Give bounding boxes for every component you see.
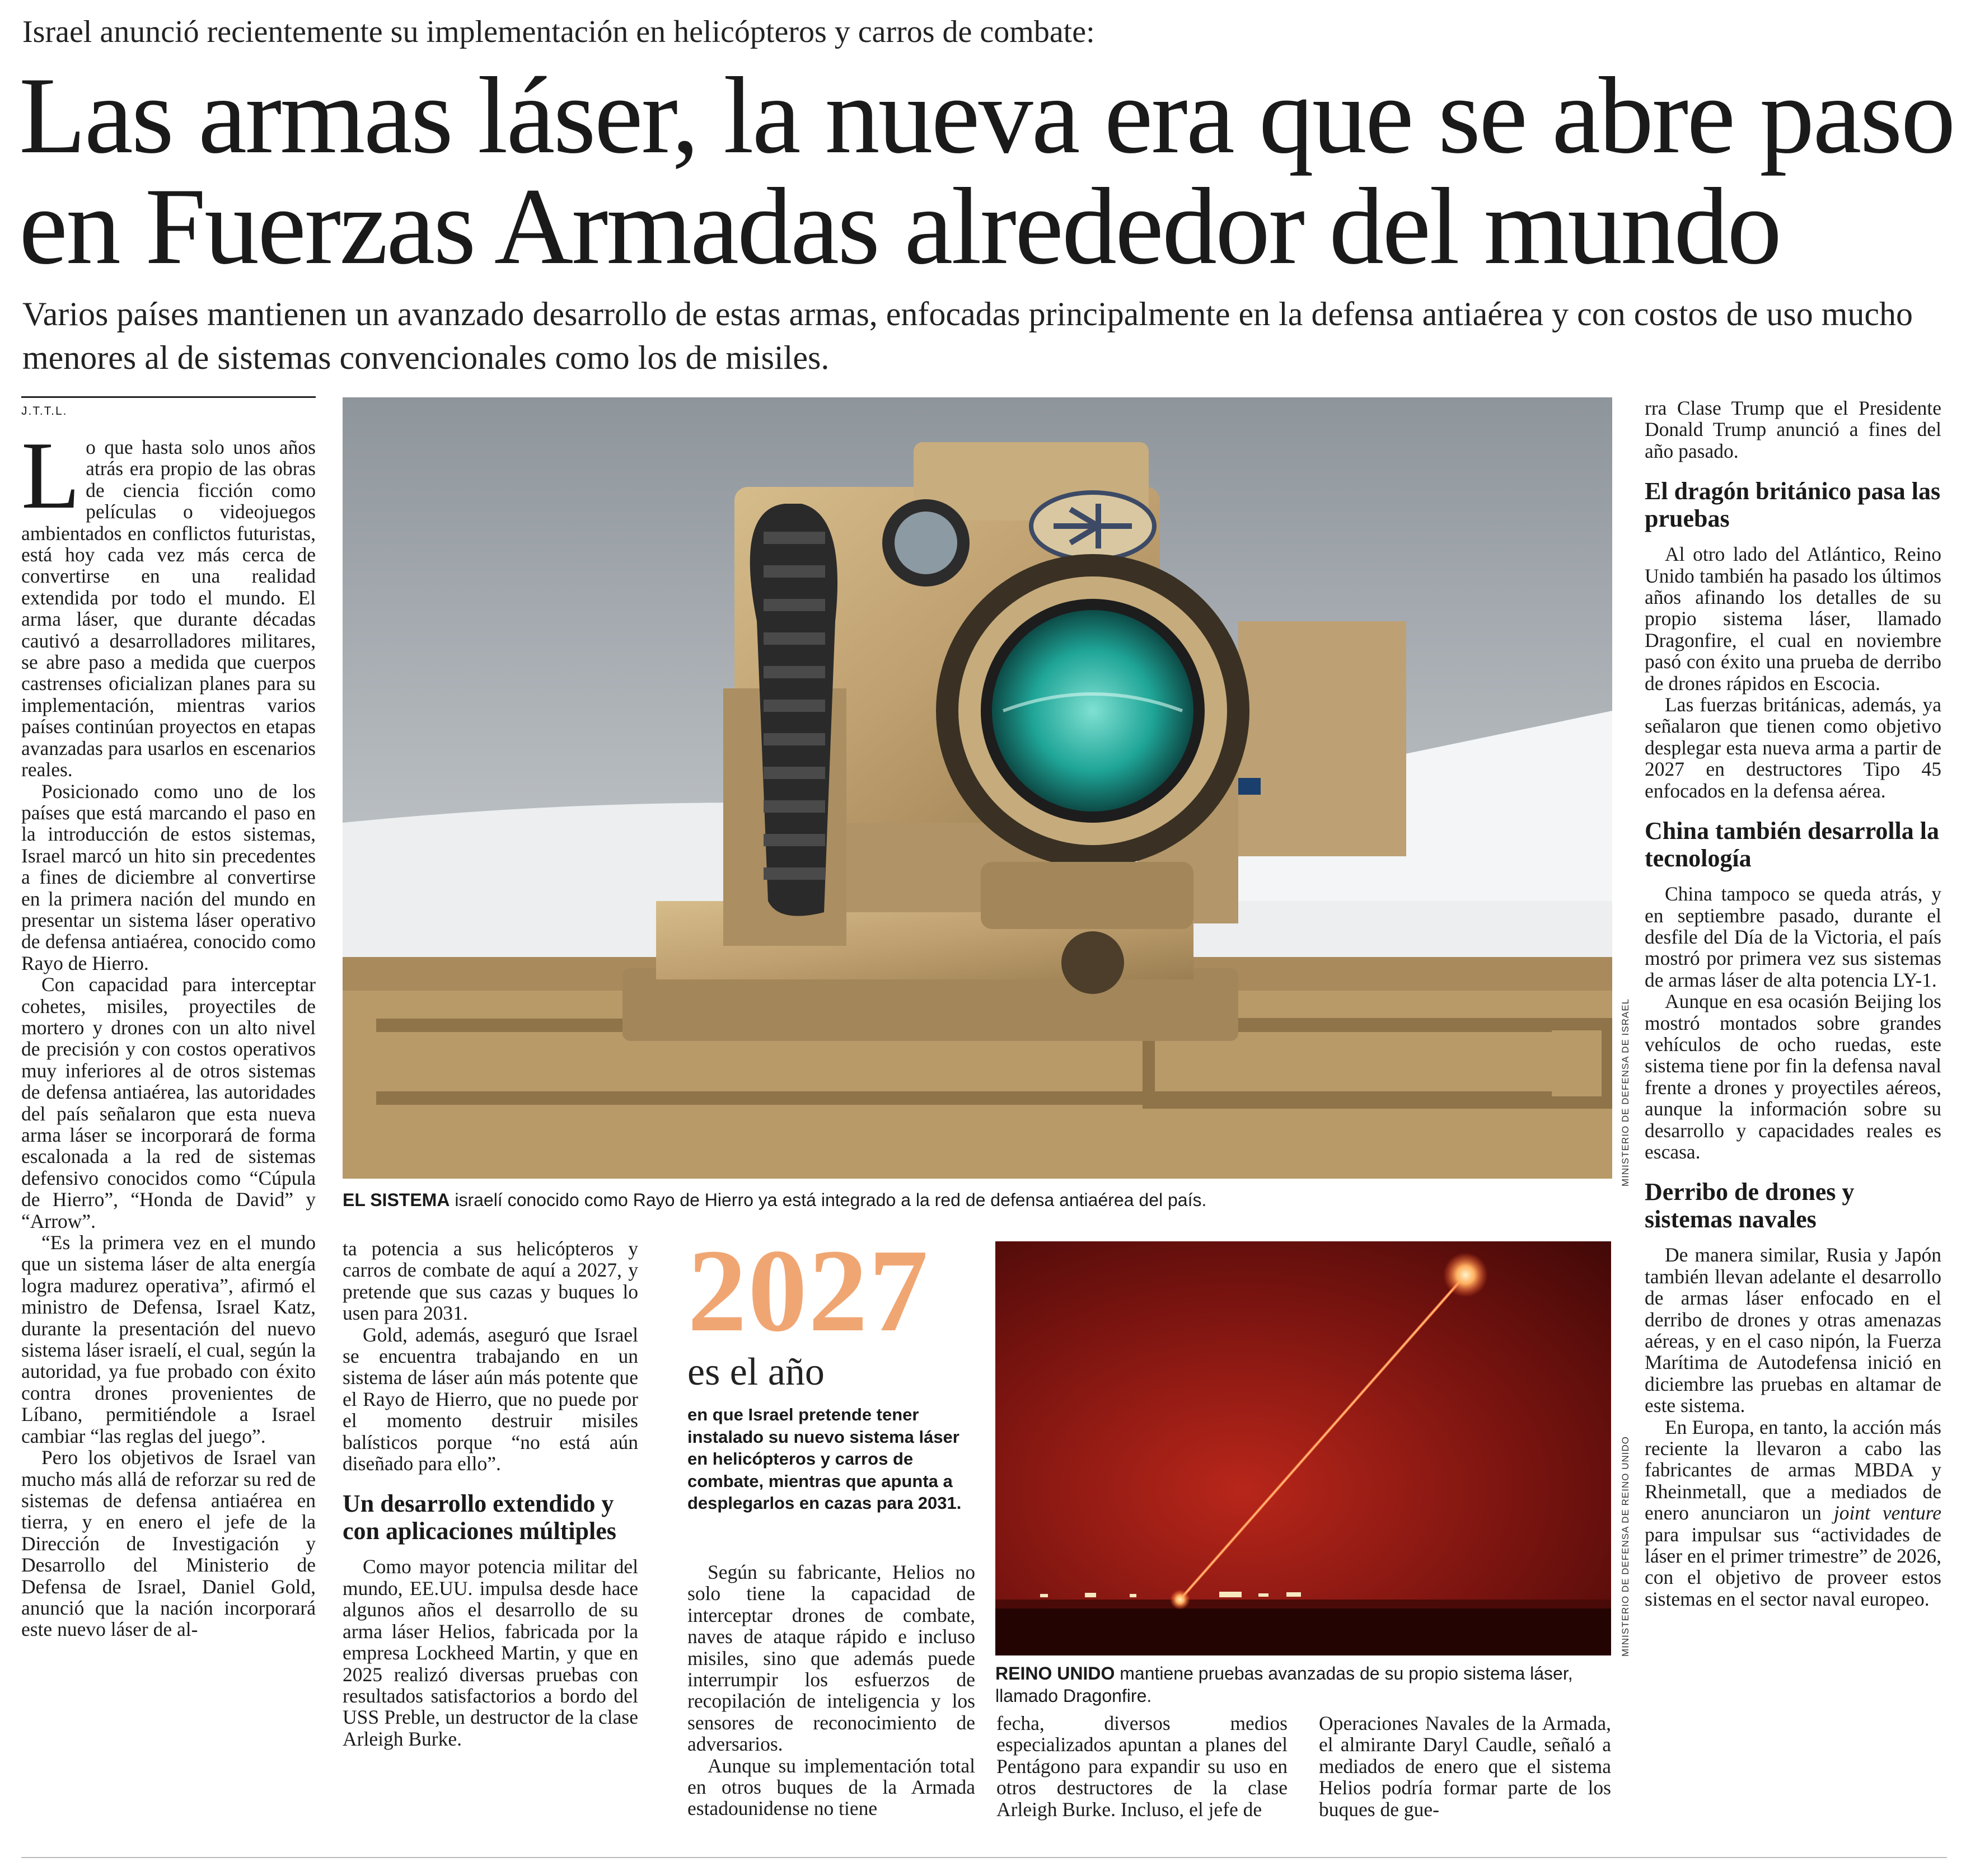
- caption-lead: REINO UNIDO: [995, 1663, 1115, 1683]
- factbox-text: en que Israel pretende tener instalado su nuevo sistema láser en helicópteros y carros de combate, mientras que apunta a desplegarlos en cazas para 2031.: [687, 1405, 962, 1513]
- photo-credit: MINISTERIO DE DEFENSA DE ISRAEL: [1620, 998, 1631, 1186]
- paragraph: Como mayor potencia militar del mundo, EE.UU. impulsa desde hace algunos años el desarrollo de su arma láser Helios, fabricada por la empresa Lockheed Martin, y que en 2025 realizó diversas pruebas con resultados satisfactorios a bordo del USS Preble, un destructor de la clase Arleigh Burke.: [343, 1555, 638, 1750]
- kicker: Israel anunció recientemente su implementación en helicópteros y carros de combate:: [22, 15, 1095, 49]
- column-1: [21, 437, 316, 1852]
- paragraph: “Es la primera vez en el mundo que un sistema láser de alta energía logra madurez operativa”, afirmó el ministro de Defensa, Israel Katz, durante la presentación del nuevo sistema láser israelí, el cual, según la autoridad, ya fue probado con éxito contra drones provenientes de Líbano, permitiéndole a Israel cambiar “las reglas del juego”.: [21, 1231, 316, 1447]
- paragraph: Operaciones Navales de la Armada, el almirante Daryl Caudle, señaló a mediados de enero que el sistema Helios podría formar parte de los buques de gue-: [1319, 1713, 1611, 1821]
- byline: J.T.T.L.: [21, 396, 316, 418]
- column-4: [996, 1713, 1288, 1852]
- dropcap: L: [21, 437, 81, 529]
- paragraph: Aunque en esa ocasión Beijing los mostró montados sobre grandes vehículos de ocho ruedas, este sistema tiene por fin la defensa naval frente a drones y proyectiles aéreos, aunque la información sobre su desarrollo y capacidades reales es escasa.: [1645, 990, 1941, 1163]
- paragraph: Al otro lado del Atlántico, Reino Unido también ha pasado los últimos años afinando los detalles de su propio sistema láser, llamado Dragonfire, el cual en noviembre pasó con éxito una prueba de derribo de drones rápidos en Escocia.: [1645, 543, 1941, 695]
- paragraph: China tampoco se queda atrás, y en septiembre pasado, durante el desfile del Día de la Victoria, el país mostró por primera vez sus sistemas de armas láser de alta potencia LY-1.: [1645, 883, 1941, 991]
- paragraph: ta potencia a sus helicópteros y carros de combate de aquí a 2027, y pretende que sus cazas y buques lo usen para 2031.: [343, 1238, 638, 1325]
- emphasis: joint venture: [1833, 1502, 1941, 1525]
- subhead: Derribo de drones y sistemas navales: [1645, 1178, 1855, 1234]
- bottom-rule: [21, 1857, 1947, 1858]
- paragraph: En Europa, en tanto, la acción más reciente la llevaron a cabo las fabricantes de armas MBDA y Rheinmetall, que a mediados de enero anunciaron un joint venture para impulsar sus “actividades de láser en el primer trimestre” de 2026, con el objetivo de proveer estos sistemas en el sector naval europeo.: [1645, 1415, 1941, 1610]
- subhead: El dragón británico pasa las pruebas: [1645, 477, 1941, 533]
- paragraph: Posicionado como uno de los países que está marcando el paso en la introducción de estos sistemas, Israel marcó un hito sin precedentes a fines de diciembre al convertirse en la primera nación del mundo en presentar un sistema láser operativo de defensa antiaérea, conocido como Rayo de Hierro.: [21, 780, 316, 974]
- paragraph: rra Clase Trump que el Presidente Donald Trump anunció a fines del año pasado.: [1645, 397, 1941, 462]
- factbox-subtitle: es el año: [687, 1350, 825, 1394]
- column-5: [1319, 1713, 1611, 1852]
- paragraph: Gold, además, aseguró que Israel se encuentra trabajando en un sistema de láser aún más potente que el Rayo de Hierro, que no puede por el momento destruir misiles balísticos porque “no está aún diseñado para ello”.: [343, 1323, 638, 1475]
- headline: Las armas láser, la nueva era que se abre paso en Fuerzas Armadas alrededor del mundo: [19, 55, 1954, 287]
- caption-text: israelí conocido como Rayo de Hierro ya está integrado a la red de defensa antiaérea del país.: [450, 1190, 1207, 1210]
- photo-iron-beam: [343, 397, 1612, 1179]
- paragraph: Aunque su implementación total en otros buques de la Armada estadounidense no tiene: [687, 1754, 975, 1820]
- paragraph: Según su fabricante, Helios no solo tiene la capacidad de interceptar drones de combate, naves de ataque rápido e incluso misiles, sino que además puede interrumpir los esfuerzos de recopilación de inteligencia y los sensores de reconocimiento de adversarios.: [687, 1561, 975, 1756]
- photo-credit: MINISTERIO DE DEFENSA DE REINO UNIDO: [1620, 1436, 1631, 1657]
- paragraph: De manera similar, Rusia y Japón también llevan adelante el desarrollo de armas láser enfocado en el derribo de drones y otras amenazas aéreas, y en el caso nipón, la Fuerza Marítima de Autodefensa inició en diciembre las pruebas en altamar de este sistema.: [1645, 1244, 1941, 1417]
- paragraph: Pero los objetivos de Israel van mucho más allá de reforzar su red de sistemas de defensa antiaérea en tierra, y en enero el jefe de la Dirección de Investigación y Desarrollo del Ministerio de Defensa de Israel, Daniel Gold, anunció que la nación incorporará este nuevo láser de al-: [21, 1446, 316, 1641]
- photo-dragonfire: [995, 1241, 1611, 1655]
- laser-turret-illustration: [343, 397, 1612, 1179]
- paragraph: Con capacidad para interceptar cohetes, misiles, proyectiles de mortero y drones con un alto nivel de precisión y con costos operativos muy inferiores al de otros sistemas de defensa antiaérea, las autoridades del país señalaron que esta nueva arma láser se incorporará de forma escalonada a la red de sistemas defensivo conocidos como “Cúpula de Hierro”, “Honda de David” y “Arrow”.: [21, 973, 316, 1232]
- factbox-number: 2027: [687, 1225, 929, 1356]
- photo-caption: [995, 1662, 1611, 1707]
- laser-beam-illustration: [995, 1241, 1611, 1655]
- photo-caption: [343, 1189, 1612, 1211]
- column-2: [343, 1238, 638, 1854]
- paragraph: Las fuerzas británicas, además, ya señalaron que tienen como objetivo desplegar esta nueva arma a partir de 2027 en destructores Tipo 45 enfocados en la defensa aérea.: [1645, 693, 1941, 802]
- paragraph: fecha, diversos medios especializados apuntan a planes del Pentágono para expandir su uso en otros destructores de la clase Arleigh Burke. Incluso, el jefe de: [996, 1713, 1288, 1821]
- subhead: China también desarrolla la tecnología: [1645, 817, 1940, 873]
- deck: Varios países mantienen un avanzado desarrollo de estas armas, enfocadas principalmente en la defensa antiaérea y con costos de uso mucho menores al de sistemas convencionales como los de misiles.: [22, 296, 1913, 376]
- subhead: Un desarrollo extendido y con aplicaciones múltiples: [343, 1490, 616, 1545]
- column-6: [1645, 397, 1941, 1852]
- paragraph: o que hasta solo unos años atrás era propio de las obras de ciencia ficción como películas o videojuegos ambientados en conflictos futuristas, está hoy cada vez más cerca de convertirse en una realidad extendida por todo el mundo. El arma láser, que durante décadas cautivó a desarrolladores militares, se abre paso a medida que cuerpos castrenses oficializan planes para su implementación, mientras varios países continúan proyectos en etapas avanzadas para usarlos en escenarios reales.: [21, 437, 316, 781]
- caption-text: mantiene pruebas avanzadas de su propio sistema láser, llamado Dragonfire.: [995, 1663, 1573, 1706]
- caption-lead: EL SISTEMA: [343, 1190, 450, 1210]
- column-3: [687, 1561, 975, 1852]
